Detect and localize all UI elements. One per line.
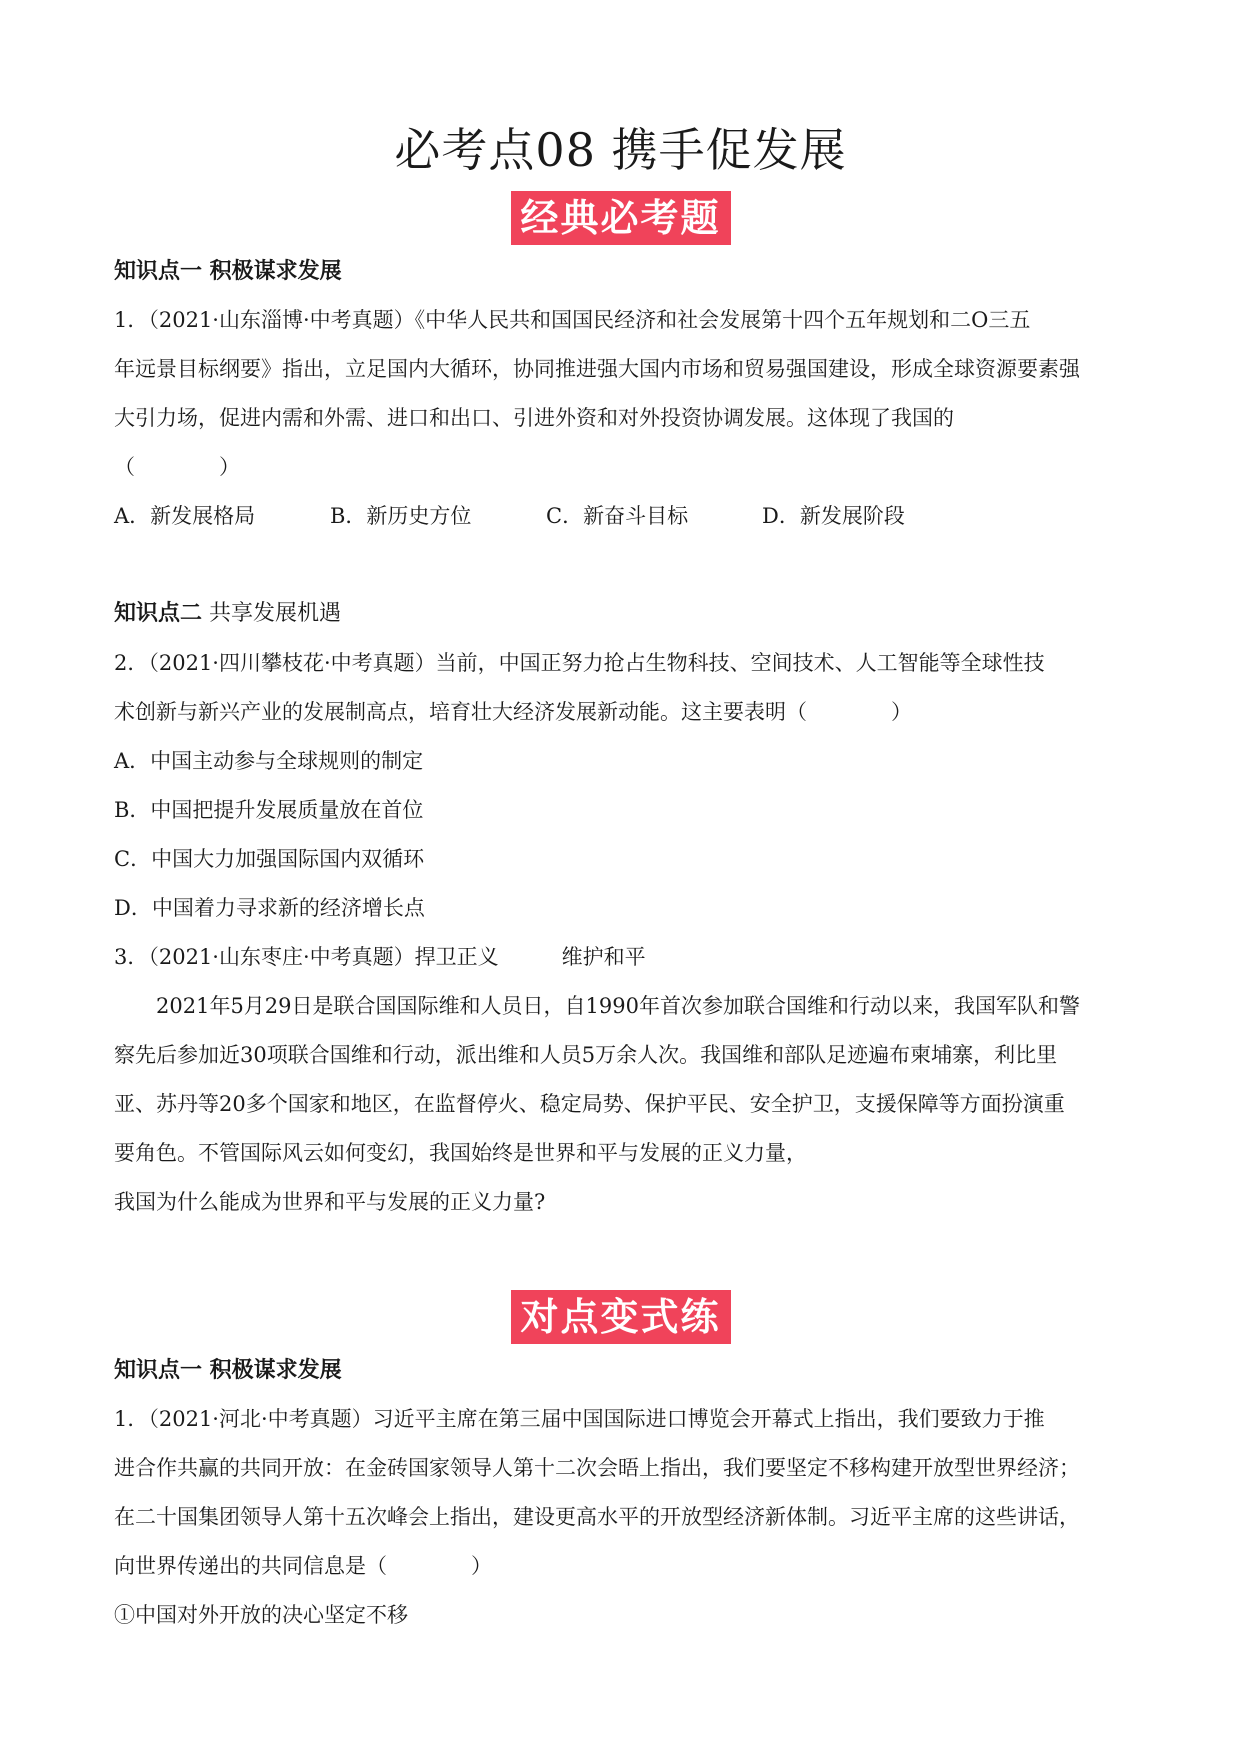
option-a: A．新发展格局 <box>114 504 256 528</box>
question-line: 术创新与新兴产业的发展制高点，培育壮大经济发展新动能。这主要表明（ ） <box>114 700 912 724</box>
practice-questions-banner: 对点变式练 <box>510 1290 730 1344</box>
passage-line: 亚、苏丹等20多个国家和地区，在监督停火、稳定局势、保护平民、安全护卫，支援保障等方面扮演重 <box>114 1092 1065 1116</box>
statement-item: ①中国对外开放的决心坚定不移 <box>114 1603 408 1627</box>
question-prompt: 我国为什么能成为世界和平与发展的正义力量? <box>114 1190 546 1214</box>
option-b: B．中国把提升发展质量放在首位 <box>114 798 424 822</box>
question-line: 大引力场，促进内需和外需、进口和出口、引进外资和对外投资协调发展。这体现了我国的 <box>114 406 954 430</box>
option-b: B．新历史方位 <box>330 504 472 528</box>
section-heading: 知识点一 积极谋求发展 <box>114 259 342 284</box>
question-line: 年远景目标纲要》指出，立足国内大循环，协同推进强大国内市场和贸易强国建设，形成全球资源要素强 <box>114 357 1080 381</box>
option-d: D．中国着力寻求新的经济增长点 <box>114 896 425 920</box>
section-heading-number: 知识点二 <box>114 601 203 626</box>
question-line: 向世界传递出的共同信息是（ ） <box>114 1554 492 1578</box>
classic-questions-banner: 经典必考题 <box>510 191 730 245</box>
option-c: C．新奋斗目标 <box>546 504 689 528</box>
question-line: 1．（2021·河北·中考真题）习近平主席在第三届中国国际进口博览会开幕式上指出，我们要致力于推 <box>114 1407 1045 1431</box>
question-line: 1．（2021·山东淄博·中考真题）《中华人民共和国国民经济和社会发展第十四个五年规划和二O三五 <box>114 308 1031 332</box>
option-a: A．中国主动参与全球规则的制定 <box>114 749 424 773</box>
section-heading <box>114 599 341 629</box>
section-heading: 知识点一 积极谋求发展 <box>114 1358 342 1383</box>
question-line: 在二十国集团领导人第十五次峰会上指出，建设更高水平的开放型经济新体制。习近平主席的这些讲话， <box>114 1505 1080 1529</box>
section-heading-text: 共享发展机遇 <box>202 601 342 626</box>
option-c: C．中国大力加强国际国内双循环 <box>114 847 425 871</box>
passage-line: 要角色。不管国际风云如何变幻，我国始终是世界和平与发展的正义力量， <box>114 1141 807 1165</box>
question-header: 3．（2021·山东枣庄·中考真题）捍卫正义 维护和平 <box>114 945 646 969</box>
passage-line: 2021年5月29日是联合国国际维和人员日，自1990年首次参加联合国维和行动以来，我国军队和警 <box>156 994 1080 1018</box>
question-line: 2．（2021·四川攀枝花·中考真题）当前，中国正努力抢占生物科技、空间技术、人工智能等全球性技 <box>114 651 1045 675</box>
option-d: D．新发展阶段 <box>762 504 905 528</box>
passage-line: 察先后参加近30项联合国维和行动，派出维和人员5万余人次。我国维和部队足迹遍布柬埔寨，利比里 <box>114 1043 1058 1067</box>
question-line: 进合作共赢的共同开放：在金砖国家领导人第十二次会晤上指出，我们要坚定不移构建开放型世界经济； <box>114 1456 1080 1480</box>
page-title: 必考点08 携手促发展 <box>394 123 847 177</box>
answer-blank: （ ） <box>114 455 240 479</box>
